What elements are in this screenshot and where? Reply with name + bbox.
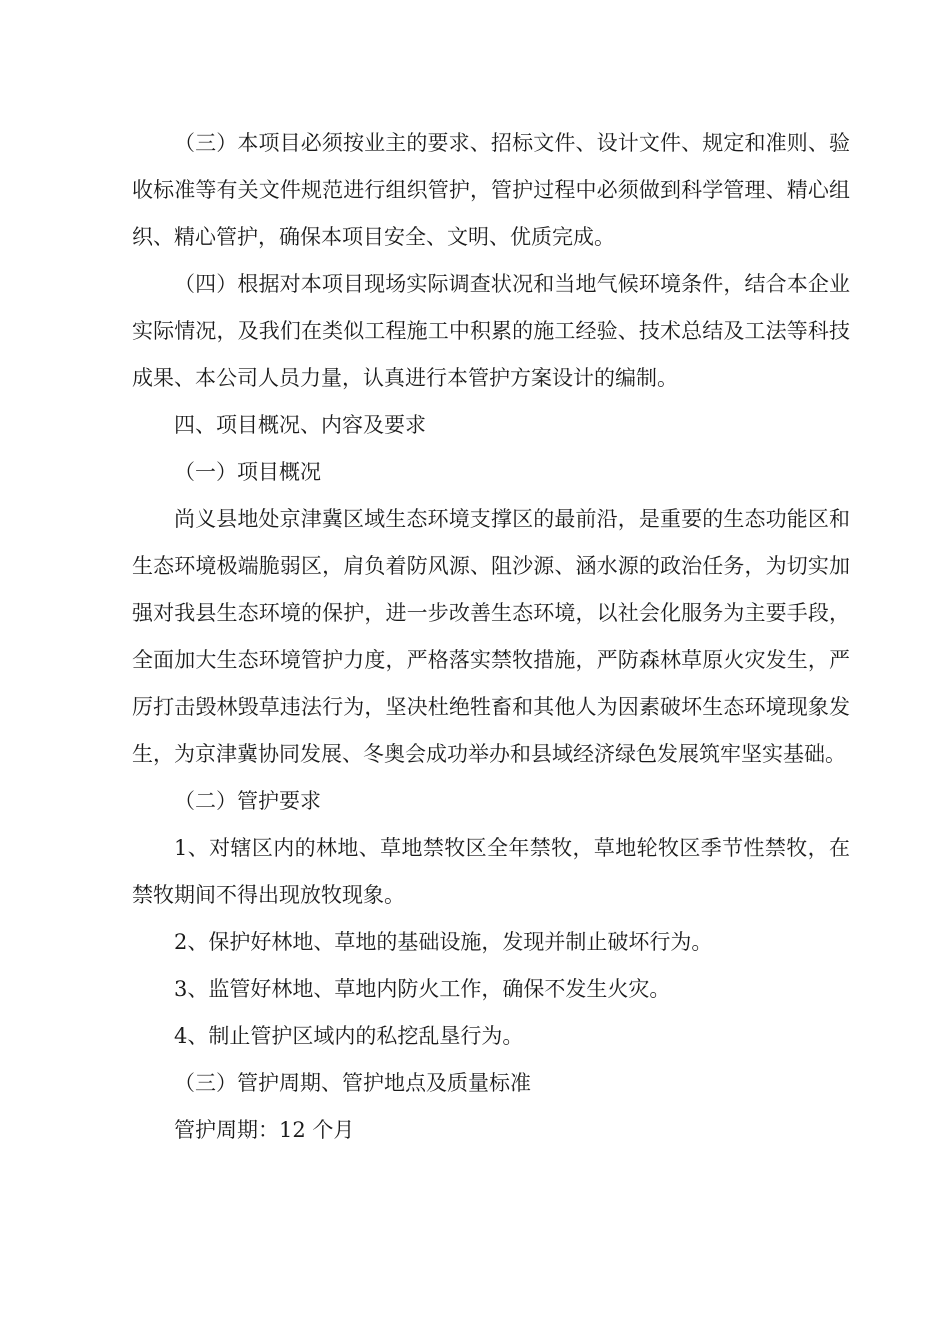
list-item-requirement-3: 3、监管好林地、草地内防火工作，确保不发生火灾。 <box>174 977 671 1001</box>
paragraph-management-period: 管护周期：12 个月 <box>174 1118 355 1142</box>
paragraph-project-standards: （三）本项目必须按业主的要求、招标文件、设计文件、规定和准则、验收标准等有关文件规范进行组织管护，管护过程中必须做到科学管理、精心组织、精心管护，确保本项目安全、文明、优质完成。 <box>132 131 850 249</box>
paragraph-plan-basis: （四）根据对本项目现场实际调查状况和当地气候环境条件，结合本企业实际情况，及我们在类似工程施工中积累的施工经验、技术总结及工法等科技成果、本公司人员力量，认真进行本管护方案设计的编制。 <box>132 272 850 390</box>
section-heading-overview: 四、项目概况、内容及要求 <box>174 413 426 437</box>
document-body <box>132 120 850 1154</box>
list-item-requirement-2: 2、保护好林地、草地的基础设施，发现并制止破坏行为。 <box>174 930 713 954</box>
paragraph-project-overview: 尚义县地处京津冀区域生态环境支撑区的最前沿，是重要的生态功能区和生态环境极端脆弱区，肩负着防风源、阻沙源、涵水源的政治任务，为切实加强对我县生态环境的保护，进一步改善生态环境，以社会化服务为主要手段，全面加大生态环境管护力度，严格落实禁牧措施，严防森林草原火灾发生，严厉打击毁林毁草违法行为，坚决杜绝牲畜和其他人为因素破坏生态环境现象发生，为京津冀协同发展、冬奥会成功举办和县域经济绿色发展筑牢坚实基础。 <box>132 507 850 766</box>
subsection-heading-project-overview: （一）项目概况 <box>174 460 321 484</box>
list-item-requirement-1: 1、对辖区内的林地、草地禁牧区全年禁牧，草地轮牧区季节性禁牧，在禁牧期间不得出现放牧现象。 <box>132 836 850 907</box>
list-item-requirement-4: 4、制止管护区域内的私挖乱垦行为。 <box>174 1024 524 1048</box>
subsection-heading-period-location-quality: （三）管护周期、管护地点及质量标准 <box>174 1071 531 1095</box>
subsection-heading-requirements: （二）管护要求 <box>174 789 321 813</box>
